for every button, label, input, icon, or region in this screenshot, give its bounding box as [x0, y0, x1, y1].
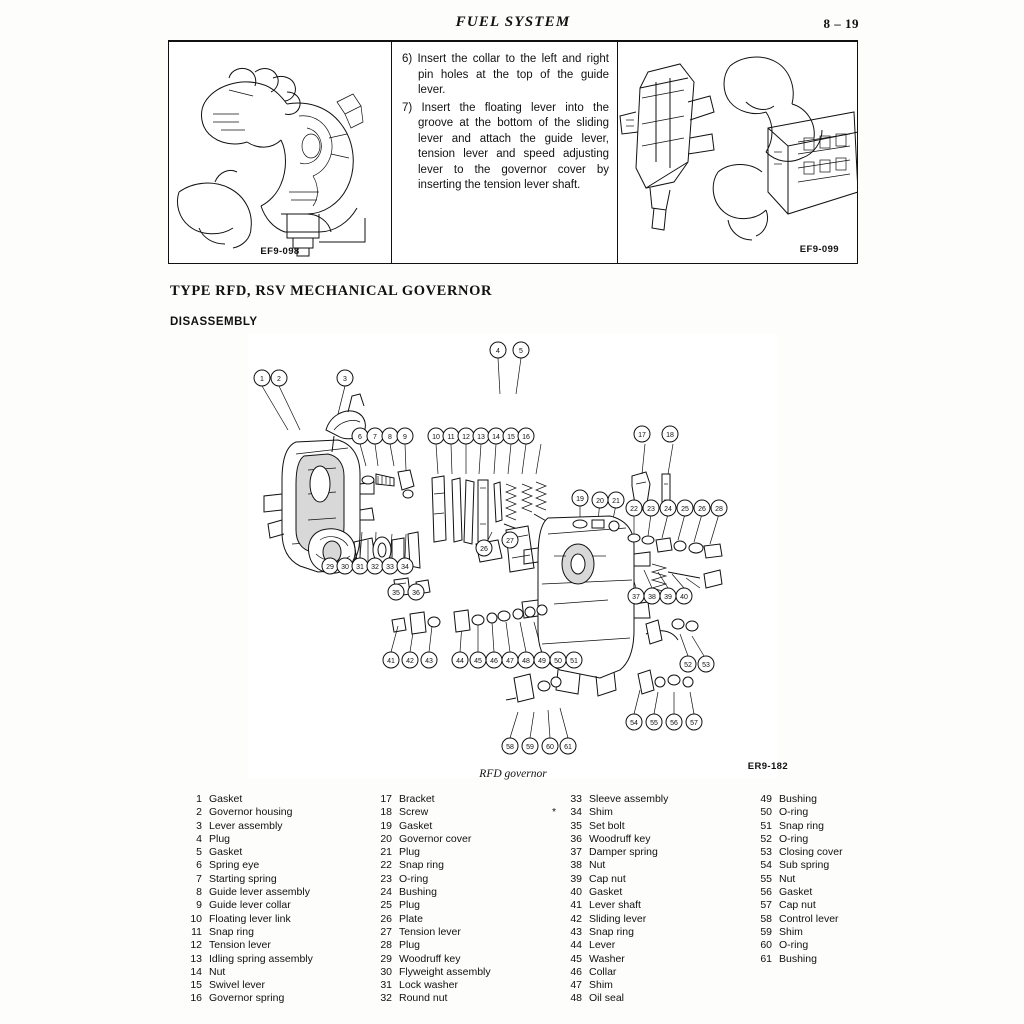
part-number: 45 — [570, 952, 582, 965]
svg-text:9: 9 — [403, 434, 407, 441]
part-item — [180, 820, 313, 833]
part-label: Sleeve assembly — [589, 793, 669, 805]
part-number: 29 — [380, 952, 392, 965]
svg-text:47: 47 — [506, 658, 514, 665]
svg-text:7: 7 — [373, 434, 377, 441]
svg-text:29: 29 — [326, 564, 334, 571]
part-item — [560, 979, 668, 992]
svg-text:20: 20 — [596, 498, 604, 505]
part-number: 42 — [570, 912, 582, 925]
parts-column-1 — [180, 793, 313, 1006]
part-label: Lock washer — [399, 979, 458, 992]
svg-text:8: 8 — [388, 434, 392, 441]
part-number: 57 — [760, 899, 772, 912]
part-number: 50 — [760, 806, 772, 819]
part-label: Washer — [589, 952, 625, 965]
part-label: Shim — [589, 806, 613, 819]
part-number: 15 — [190, 979, 202, 992]
part-number: 21 — [380, 846, 392, 859]
part-item — [180, 833, 313, 846]
part-item — [560, 899, 668, 912]
svg-text:32: 32 — [371, 564, 379, 571]
part-number: 28 — [380, 939, 392, 952]
part-number: 44 — [570, 939, 582, 952]
part-number: 19 — [380, 819, 392, 832]
part-number: 49 — [760, 793, 772, 805]
part-label: Woodruff key — [589, 832, 651, 845]
part-number: 60 — [760, 939, 772, 952]
part-item — [370, 899, 491, 912]
part-number: 40 — [570, 886, 582, 899]
part-number: 26 — [380, 912, 392, 925]
part-item — [552, 806, 668, 819]
exploded-diagram — [248, 334, 788, 780]
svg-text:37: 37 — [632, 594, 640, 601]
svg-text:26: 26 — [480, 546, 488, 553]
part-label: Snap ring — [589, 925, 634, 938]
svg-text:11: 11 — [447, 434, 455, 441]
part-number: 2 — [196, 806, 202, 819]
svg-text:5: 5 — [519, 348, 523, 355]
part-label: Nut — [209, 965, 226, 978]
figure-ef9-098 — [169, 42, 391, 263]
part-item — [750, 793, 843, 806]
part-number: 3 — [196, 819, 202, 832]
part-item — [560, 846, 668, 859]
part-item — [560, 820, 668, 833]
subsection-heading: DISASSEMBLY — [170, 316, 258, 328]
part-number: 43 — [570, 925, 582, 938]
part-number: 58 — [760, 912, 772, 925]
part-number: 22 — [380, 859, 392, 872]
svg-text:35: 35 — [392, 590, 400, 597]
part-label: Woodruff key — [399, 952, 461, 965]
part-item — [370, 939, 491, 952]
part-number: 48 — [570, 992, 582, 1005]
part-number: 52 — [760, 832, 772, 845]
part-label: Round nut — [399, 992, 448, 1005]
part-label: Bushing — [399, 886, 437, 899]
part-item — [560, 833, 668, 846]
part-label: Governor housing — [209, 806, 293, 819]
part-item — [560, 913, 668, 926]
part-item — [370, 913, 491, 926]
svg-text:19: 19 — [576, 496, 584, 503]
svg-text:61: 61 — [564, 744, 572, 751]
part-item — [560, 992, 668, 1005]
asterisk-marker: * — [552, 806, 557, 819]
part-label: O-ring — [399, 872, 429, 885]
part-label: Guide lever assembly — [209, 886, 310, 899]
svg-text:36: 36 — [412, 590, 420, 597]
svg-text:52: 52 — [684, 662, 692, 669]
parts-column-4 — [750, 793, 843, 966]
diagram-caption: RFD governor — [479, 768, 547, 780]
part-number: 31 — [380, 979, 392, 992]
svg-text:17: 17 — [638, 432, 646, 439]
svg-text:28: 28 — [715, 506, 723, 513]
svg-text:12: 12 — [462, 434, 470, 441]
part-item — [750, 913, 843, 926]
part-number: 8 — [196, 886, 202, 899]
svg-text:33: 33 — [386, 564, 394, 571]
part-number: 35 — [570, 819, 582, 832]
part-item — [750, 926, 843, 939]
part-number: 25 — [380, 899, 392, 912]
part-item — [180, 939, 313, 952]
part-label: Plug — [399, 939, 421, 952]
part-number: 38 — [570, 859, 582, 872]
part-number: 17 — [380, 793, 392, 805]
svg-text:48: 48 — [522, 658, 530, 665]
part-item — [180, 873, 313, 886]
part-number: 18 — [380, 806, 392, 819]
part-label: Cap nut — [779, 899, 816, 912]
part-item — [560, 886, 668, 899]
part-label: Bushing — [779, 952, 817, 965]
part-item — [180, 899, 313, 912]
svg-text:60: 60 — [546, 744, 554, 751]
svg-text:31: 31 — [356, 564, 364, 571]
part-label: Gasket — [589, 886, 623, 899]
part-item — [180, 979, 313, 992]
svg-text:27: 27 — [506, 538, 514, 545]
part-number: 36 — [570, 832, 582, 845]
part-label: Oil seal — [589, 992, 625, 1005]
part-label: Nut — [779, 872, 796, 885]
part-number: 13 — [190, 952, 202, 965]
part-label: O-ring — [779, 806, 809, 819]
svg-text:51: 51 — [570, 658, 578, 665]
diagram-code: ER9-182 — [747, 761, 788, 772]
part-number: 53 — [760, 846, 772, 859]
part-item — [370, 820, 491, 833]
part-label: Flyweight assembly — [399, 965, 491, 978]
part-item — [180, 926, 313, 939]
part-item — [750, 833, 843, 846]
svg-text:41: 41 — [387, 658, 395, 665]
part-number: 32 — [380, 992, 392, 1005]
svg-text:15: 15 — [507, 434, 515, 441]
part-label: Plug — [399, 846, 421, 859]
part-label: Cap nut — [589, 872, 626, 885]
page-title: FUEL SYSTEM — [455, 14, 571, 30]
part-item — [750, 953, 843, 966]
part-label: Gasket — [779, 886, 813, 899]
svg-text:2: 2 — [277, 376, 281, 383]
part-label: Swivel lever — [209, 979, 266, 992]
svg-text:30: 30 — [341, 564, 349, 571]
part-number: 54 — [760, 859, 772, 872]
part-number: 20 — [380, 832, 392, 845]
part-label: Shim — [779, 925, 803, 938]
part-item — [370, 953, 491, 966]
part-label: Damper spring — [589, 846, 658, 859]
part-label: Nut — [589, 859, 606, 872]
svg-text:23: 23 — [647, 506, 655, 513]
part-label: Bracket — [399, 793, 435, 805]
part-item — [750, 939, 843, 952]
part-item — [750, 899, 843, 912]
svg-text:21: 21 — [612, 498, 620, 505]
part-item — [180, 886, 313, 899]
part-label: Screw — [399, 806, 429, 819]
part-item — [750, 873, 843, 886]
svg-text:26: 26 — [698, 506, 706, 513]
part-label: Set bolt — [589, 819, 625, 832]
part-item — [180, 992, 313, 1005]
figure-caption-right: EF9-099 — [799, 244, 839, 255]
part-label: Tension lever — [399, 925, 461, 938]
part-label: Spring eye — [209, 859, 260, 872]
part-number: 56 — [760, 886, 772, 899]
part-number: 47 — [570, 979, 582, 992]
svg-text:53: 53 — [702, 662, 710, 669]
part-item — [750, 820, 843, 833]
svg-text:42: 42 — [406, 658, 414, 665]
part-number: 51 — [760, 819, 772, 832]
part-item — [370, 926, 491, 939]
part-item — [180, 953, 313, 966]
part-number: 1 — [196, 793, 202, 805]
part-label: Bushing — [779, 793, 817, 805]
instruction-steps — [392, 42, 617, 263]
section-heading: TYPE RFD, RSV MECHANICAL GOVERNOR — [170, 283, 493, 299]
part-label: O-ring — [779, 939, 809, 952]
part-label: Lever assembly — [209, 819, 283, 832]
svg-text:24: 24 — [664, 506, 672, 513]
parts-column-2 — [370, 793, 491, 1006]
part-label: Plate — [399, 912, 423, 925]
part-number: 12 — [190, 939, 202, 952]
part-label: Guide lever collar — [209, 899, 291, 912]
part-number: 7 — [196, 872, 202, 885]
part-number: 16 — [190, 992, 202, 1005]
svg-text:13: 13 — [477, 434, 485, 441]
svg-text:45: 45 — [474, 658, 482, 665]
part-item — [560, 939, 668, 952]
svg-text:59: 59 — [526, 744, 534, 751]
svg-text:4: 4 — [496, 348, 500, 355]
part-number: 46 — [570, 965, 582, 978]
part-number: 10 — [190, 912, 202, 925]
svg-text:3: 3 — [343, 376, 347, 383]
part-label: Collar — [589, 965, 617, 978]
part-label: Plug — [399, 899, 421, 912]
part-item — [750, 886, 843, 899]
part-label: Snap ring — [209, 925, 254, 938]
part-number: 55 — [760, 872, 772, 885]
svg-text:49: 49 — [538, 658, 546, 665]
svg-text:40: 40 — [680, 594, 688, 601]
part-item — [180, 806, 313, 819]
part-label: Idling spring assembly — [209, 952, 313, 965]
part-number: 14 — [190, 965, 202, 978]
part-number: 41 — [570, 899, 582, 912]
part-item — [750, 846, 843, 859]
part-label: Sub spring — [779, 859, 830, 872]
part-label: Gasket — [399, 819, 433, 832]
part-item — [370, 966, 491, 979]
svg-text:14: 14 — [492, 434, 500, 441]
svg-text:54: 54 — [630, 720, 638, 727]
svg-text:55: 55 — [650, 720, 658, 727]
part-number: 4 — [196, 832, 202, 845]
part-label: Shim — [589, 979, 613, 992]
svg-text:50: 50 — [554, 658, 562, 665]
part-label: O-ring — [779, 832, 809, 845]
svg-text:38: 38 — [648, 594, 656, 601]
part-item — [180, 793, 313, 806]
part-item — [560, 966, 668, 979]
svg-text:1: 1 — [260, 376, 264, 383]
part-item — [560, 953, 668, 966]
step-7: 7) Insert the floating lever into the groove at the bottom of the sliding lever and attach the guide lever, tension lever and speed adjusting lever to the governor cover by inserting the tension lever shaft. — [402, 101, 609, 191]
part-number: 6 — [196, 859, 202, 872]
svg-text:44: 44 — [456, 658, 464, 665]
part-label: Closing cover — [779, 846, 843, 859]
svg-text:58: 58 — [506, 744, 514, 751]
svg-text:16: 16 — [522, 434, 530, 441]
part-item — [370, 806, 491, 819]
step-6: 6) Insert the collar to the left and right pin holes at the top of the guide lever. — [402, 53, 609, 96]
part-label: Lever shaft — [589, 899, 641, 912]
part-number: 5 — [196, 846, 202, 859]
part-item — [370, 846, 491, 859]
part-label: Governor spring — [209, 992, 285, 1005]
svg-text:10: 10 — [432, 434, 440, 441]
page-number: 8 – 19 — [823, 16, 859, 31]
svg-text:46: 46 — [490, 658, 498, 665]
part-item — [750, 859, 843, 872]
top-figure-band — [168, 42, 858, 264]
svg-text:6: 6 — [358, 434, 362, 441]
part-item — [370, 859, 491, 872]
part-number: 34 — [570, 806, 582, 819]
part-label: Lever — [589, 939, 616, 952]
parts-column-3 — [552, 793, 669, 1006]
figure-caption-left: EF9-098 — [260, 246, 300, 257]
svg-text:43: 43 — [425, 658, 433, 665]
svg-text:34: 34 — [401, 564, 409, 571]
part-item — [560, 859, 668, 872]
part-label: Gasket — [209, 846, 243, 859]
page-header — [168, 14, 858, 42]
part-label: Floating lever link — [209, 912, 291, 925]
part-item — [370, 873, 491, 886]
part-label: Sliding lever — [589, 912, 647, 925]
part-item — [560, 793, 668, 806]
part-label: Governor cover — [399, 832, 472, 845]
part-item — [370, 992, 491, 1005]
part-item — [370, 979, 491, 992]
part-label: Snap ring — [399, 859, 444, 872]
part-number: 33 — [570, 793, 582, 805]
part-label: Control lever — [779, 912, 839, 925]
figure-ef9-099 — [618, 42, 857, 263]
part-item — [370, 793, 491, 806]
part-item — [180, 846, 313, 859]
part-item — [180, 966, 313, 979]
svg-text:18: 18 — [666, 432, 674, 439]
part-number: 39 — [570, 872, 582, 885]
part-item — [750, 806, 843, 819]
part-number: 30 — [380, 965, 392, 978]
part-item — [180, 859, 313, 872]
part-number: 27 — [380, 925, 392, 938]
part-item — [560, 873, 668, 886]
part-item — [180, 913, 313, 926]
part-number: 37 — [570, 846, 582, 859]
part-label: Snap ring — [779, 819, 824, 832]
part-item — [370, 833, 491, 846]
svg-text:56: 56 — [670, 720, 678, 727]
part-number: 23 — [380, 872, 392, 885]
part-label: Tension lever — [209, 939, 271, 952]
part-number: 59 — [760, 925, 772, 938]
part-label: Gasket — [209, 793, 243, 805]
part-number: 24 — [380, 886, 392, 899]
svg-text:22: 22 — [630, 506, 638, 513]
svg-text:39: 39 — [664, 594, 672, 601]
svg-text:57: 57 — [690, 720, 698, 727]
part-number: 9 — [196, 899, 202, 912]
part-item — [560, 926, 668, 939]
part-number: 61 — [760, 952, 772, 965]
part-number: 11 — [191, 925, 202, 938]
part-label: Plug — [209, 832, 231, 845]
part-item — [370, 886, 491, 899]
part-label: Starting spring — [209, 872, 277, 885]
svg-text:25: 25 — [681, 506, 689, 513]
